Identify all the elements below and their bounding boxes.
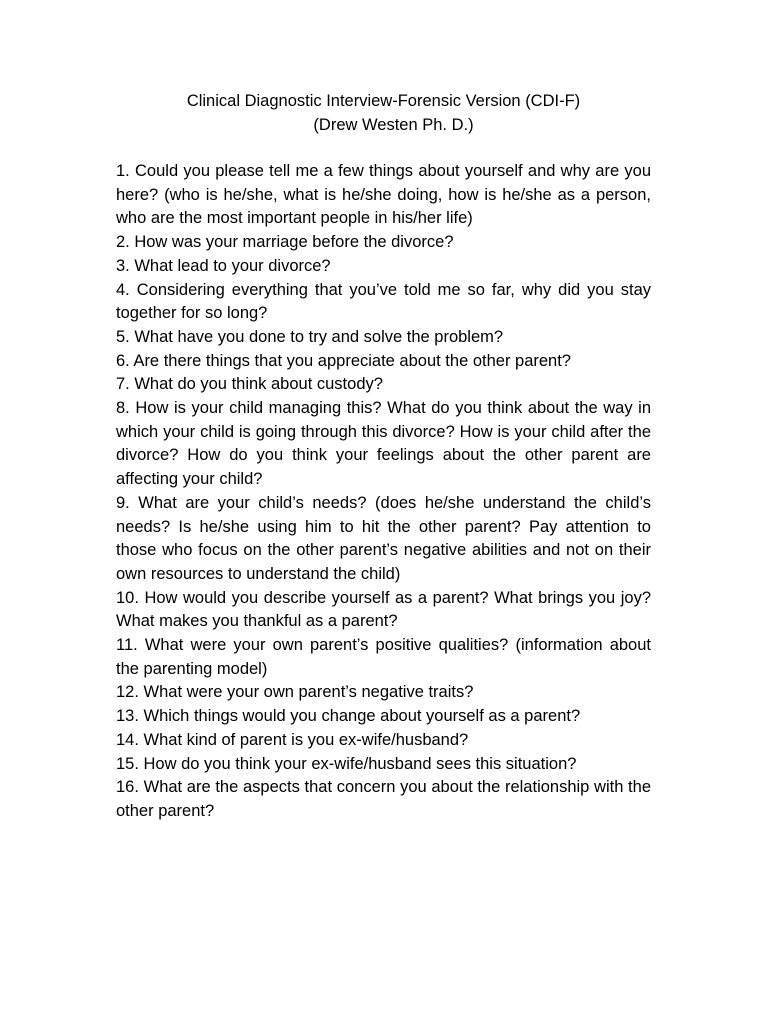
question-item: 5. What have you done to try and solve the problem? — [116, 327, 504, 346]
question-item: 6. Are there things that you appreciate about the other parent? — [116, 351, 571, 370]
question-item: 11. What were your own parent’s positive qualities? (information about the parenting model) — [116, 636, 651, 678]
document-header — [116, 89, 651, 137]
question-item: 1. Could you please tell me a few things about yourself and why are you here? (who is he/she, what is he/she doing, how is he/she as a person, who are the most important people in his/her life) — [116, 162, 651, 228]
document-author: (Drew Westen Ph. D.) — [313, 116, 474, 134]
question-item: 3. What lead to your divorce? — [116, 256, 331, 275]
question-item: 14. What kind of parent is you ex-wife/husband? — [116, 730, 469, 749]
question-item: 4. Considering everything that you’ve told me so far, why did you stay together for so long? — [116, 280, 651, 323]
question-item: 16. What are the aspects that concern you about the relationship with the other parent? — [116, 778, 651, 820]
question-list — [116, 160, 651, 824]
question-item: 9. What are your child’s needs? (does he/she understand the child’s needs? Is he/she using him to hit the other parent? Pay attention to those who focus on the other parent’s negative abilities and not on their own resources to understand the child) — [116, 493, 651, 583]
question-item: 15. How do you think your ex-wife/husband sees this situation? — [116, 754, 577, 773]
question-item: 12. What were your own parent’s negative traits? — [116, 683, 474, 702]
question-item: 8. How is your child managing this? What do you think about the way in which your child is going through this divorce? How is your child after the divorce? How do you think your feelings about the other parent are affecting your child? — [116, 399, 651, 489]
question-item: 10. How would you describe yourself as a parent? What brings you joy? What makes you thankful as a parent? — [116, 588, 651, 631]
document-title: Clinical Diagnostic Interview-Forensic Version (CDI-F) — [186, 92, 581, 110]
question-item: 2. How was your marriage before the divorce? — [116, 233, 454, 252]
question-item: 13. Which things would you change about yourself as a parent? — [116, 707, 581, 726]
question-item: 7. What do you think about custody? — [116, 375, 383, 394]
